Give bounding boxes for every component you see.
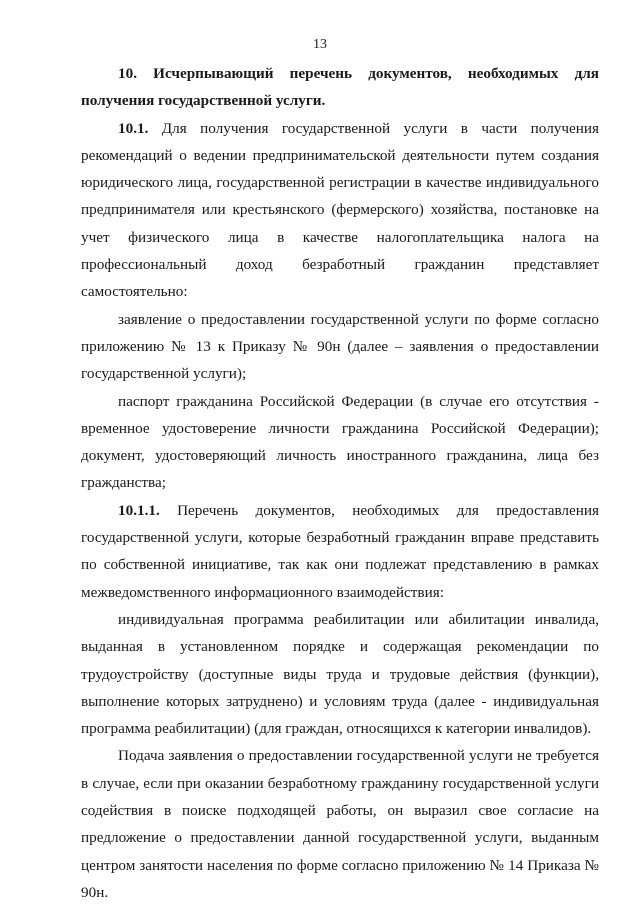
page-number: 13: [313, 37, 327, 52]
paragraph-application: заявление о предоставлении государственной услуги по форме согласно приложению № 13 к Приказу № 90н (далее – заявления о предоставлении государственной услуги);: [81, 310, 599, 383]
paragraph-10-1: [81, 115, 599, 306]
document-body: [81, 60, 599, 906]
clause-number: 10.1.: [118, 119, 149, 137]
paragraph-rehab-program: индивидуальная программа реабилитации или абилитации инвалида, выданная в установленном порядке и содержащая рекомендации по трудоустройству (доступные виды труда и трудовые действия (функции), выполнение которых затруднено) и условиям труда (далее - индивидуальная программа реабилитации) (для граждан, относящихся к категории инвалидов).: [81, 610, 599, 738]
section-heading: 10. Исчерпывающий перечень документов, необходимых для получения государственной услуги.: [81, 65, 599, 110]
clause-number: 10.1.1.: [118, 501, 160, 519]
paragraph-no-application: Подача заявления о предоставлении государственной услуги не требуется в случае, если при оказании безработному гражданину государственной услуги содействия в поиске подходящей работы, он выразил свое согласие на предложение о предоставлении данной государственной услуги, выданным центром занятости населения по форме согласно приложению № 14 Приказа № 90н.: [81, 747, 599, 901]
paragraph-10-1-1: [81, 497, 599, 606]
paragraph-text: Перечень документов, необходимых для предоставления государственной услуги, которые безработный гражданин вправе представить по собственной инициативе, так как они подлежат представлению в рамках межведомственного информационного взаимодействия:: [81, 501, 599, 601]
paragraph-text: Для получения государственной услуги в части получения рекомендаций о ведении предпринимательской деятельности путем создания юридического лица, государственной регистрации в качестве индивидуального предпринимателя или крестьянского (фермерского) хозяйства, постановке на учет физического лица в качестве налогоплательщика налога на профессиональный доход безработный гражданин представляет самостоятельно:: [81, 119, 599, 301]
paragraph-passport: паспорт гражданина Российской Федерации (в случае его отсутствия - временное удостоверение личности гражданина Российской Федерации); документ, удостоверяющий личность иностранного гражданина, лица без гражданства;: [81, 392, 599, 492]
